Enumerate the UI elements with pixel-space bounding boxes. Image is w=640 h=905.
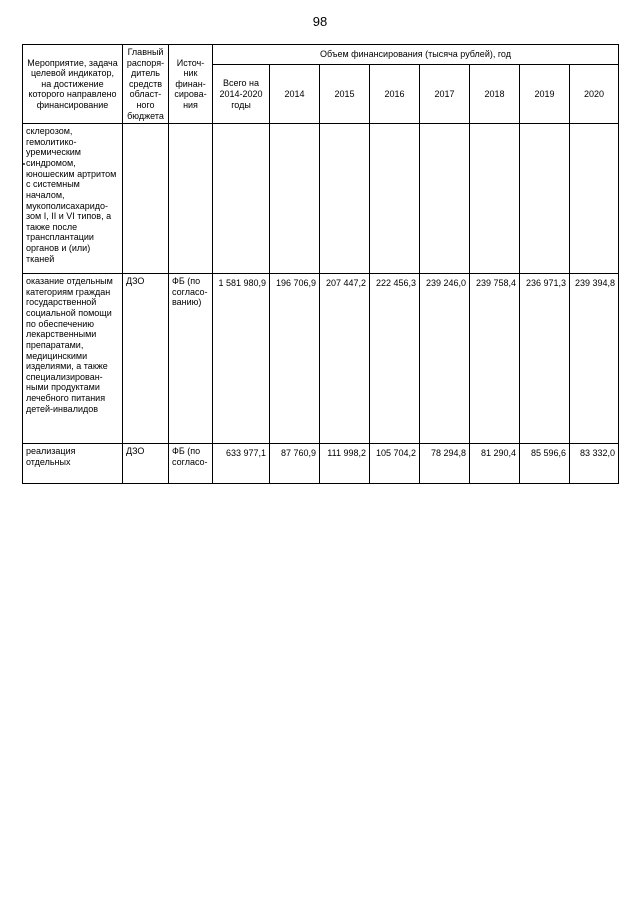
cell-year-value: 85 596,6 bbox=[520, 444, 570, 484]
table-row bbox=[23, 444, 619, 484]
header-year: 2017 bbox=[420, 65, 470, 124]
header-year: 2020 bbox=[570, 65, 619, 124]
cell-admin: ДЗО bbox=[123, 444, 169, 484]
header-year: 2016 bbox=[370, 65, 420, 124]
cell-admin: ДЗО bbox=[123, 274, 169, 444]
cell-measure: реализация отдельных bbox=[23, 444, 123, 484]
cell-year-value: 236 971,3 bbox=[520, 274, 570, 444]
header-measure: Мероприятие, задача целевой индикатор, на достижение которого направлено финансирование bbox=[23, 45, 123, 124]
cell-year-value: 239 246,0 bbox=[420, 274, 470, 444]
cell-year-value bbox=[320, 124, 370, 274]
cell-year-value bbox=[470, 124, 520, 274]
page-number: 98 bbox=[312, 14, 328, 29]
header-total: Всего на 2014-2020 годы bbox=[213, 65, 270, 124]
header-admin: Главный распоря-дитель средств област-ного бюджета bbox=[123, 45, 169, 124]
cell-year-value: 239 394,8 bbox=[570, 274, 619, 444]
cell-year-value bbox=[520, 124, 570, 274]
cell-year-value: 207 447,2 bbox=[320, 274, 370, 444]
header-year: 2019 bbox=[520, 65, 570, 124]
cell-year-value: 81 290,4 bbox=[470, 444, 520, 484]
cell-year-value: 111 998,2 bbox=[320, 444, 370, 484]
cell-year-value: 239 758,4 bbox=[470, 274, 520, 444]
cell-total bbox=[213, 124, 270, 274]
cell-measure: склерозом, гемолитико-уремическим синдромом, юношеским артритом с системным началом, мукополисахаридо-зом I, II и VI типов, а также после трансплантации органов и (или) тканей bbox=[23, 124, 123, 274]
cell-year-value bbox=[570, 124, 619, 274]
cell-year-value: 222 456,3 bbox=[370, 274, 420, 444]
table-row bbox=[23, 274, 619, 444]
cell-source bbox=[169, 124, 213, 274]
cell-year-value bbox=[270, 124, 320, 274]
header-year: 2014 bbox=[270, 65, 320, 124]
cell-year-value: 196 706,9 bbox=[270, 274, 320, 444]
cell-measure: оказание отдельным категориям граждан государственной социальной помощи по обеспечению лекарственными препаратами, медицинскими изделиями, а также специализирован-ными продуктами лечебного питания детей-инвалидов bbox=[23, 274, 123, 444]
cell-year-value bbox=[420, 124, 470, 274]
cell-source: ФБ (по согласо-ванию) bbox=[169, 274, 213, 444]
cell-year-value bbox=[370, 124, 420, 274]
cell-total: 633 977,1 bbox=[213, 444, 270, 484]
cell-year-value: 83 332,0 bbox=[570, 444, 619, 484]
cell-year-value: 105 704,2 bbox=[370, 444, 420, 484]
header-year: 2015 bbox=[320, 65, 370, 124]
cell-year-value: 87 760,9 bbox=[270, 444, 320, 484]
cell-year-value: 78 294,8 bbox=[420, 444, 470, 484]
header-year: 2018 bbox=[470, 65, 520, 124]
cell-source: ФБ (по согласо- bbox=[169, 444, 213, 484]
funding-table bbox=[22, 44, 619, 484]
cell-admin bbox=[123, 124, 169, 274]
header-source: Источ-ник финан-сирова-ния bbox=[169, 45, 213, 124]
header-funding-group: Объем финансирования (тысяча рублей), год bbox=[213, 45, 619, 65]
table-row bbox=[23, 124, 619, 274]
cell-total: 1 581 980,9 bbox=[213, 274, 270, 444]
